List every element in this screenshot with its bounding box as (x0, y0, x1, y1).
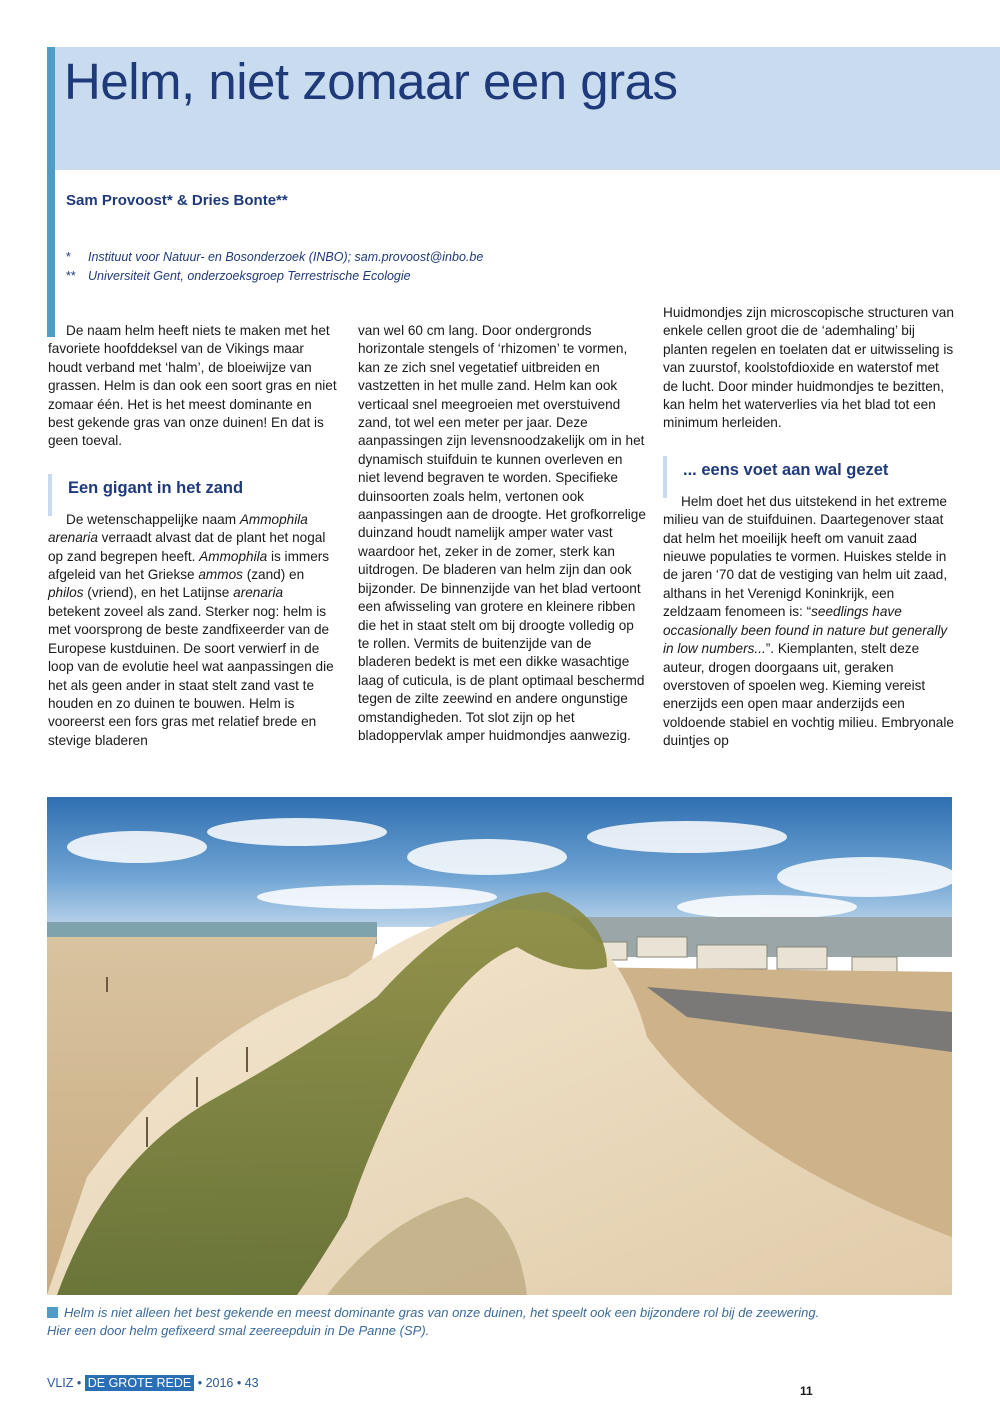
photo-caption (47, 1304, 952, 1340)
caption-line-2: Hier een door helm gefixeerd smal zeereepduin in De Panne (SP). (47, 1323, 430, 1338)
body-paragraph: van wel 60 cm lang. Door ondergronds horizontale stengels of ‘rhizomen’ te vormen, kan ze zich snel vegetatief uitbreiden en vastzetten in het mulle zand. Helm kan ook verticaal snel meegroeien met overstuivend zand, tot wel een meter per jaar. Deze aanpassingen zijn levensnoodzakelijk om in het dynamisch stuifduin te kunnen overleven en niet levend begraven te worden. Specifieke duinsoorten zoals helm, vertonen ook aanpassingen aan de droogte. Het grofkorrelige duinzand houdt namelijk amper water vast waardoor het, zeker in de zomer, sterk kan uitdrogen. De bladeren van helm zijn dan ook bijzonder. De binnenzijde van het blad vertoont een afwisseling van grotere en kleinere ribben die het in staat stelt om bij droogte volledig op te rollen. Vermits de buitenzijde van de bladeren bedekt is met een dikke wasachtige laag of cuticula, is de plant optimaal beschermd tegen de zilte zeewind en andere ongunstige omstandigheden. Tot slot zijn op het bladoppervlak amper huidmondjes aanwezig. (358, 323, 646, 743)
footer-org: VLIZ (47, 1376, 74, 1390)
text-run: Helm doet het dus uitstekend in het extreme milieu van de stuifduinen. Daartegenover staat dat helm het moeilijk heeft om vanuit zaad nieuwe populaties te vormen. Huiskes stelde in de jaren ‘70 dat de vestiging van helm uit zaad, althans in het Verenigd Koninkrijk, een zeldzaam fenomeen is: “ (663, 493, 948, 620)
affiliation-1 (66, 248, 483, 267)
section-heading-voet-aan-wal (663, 459, 955, 481)
text-run: is immers afgeleid van het Griekse (48, 548, 330, 583)
footer-magazine: DE GROTE REDE (85, 1375, 195, 1391)
caption-line-1 (47, 1304, 952, 1322)
text-run: verraadt alvast dat de plant het nogal op zand begrepen heeft. (48, 530, 326, 564)
article-title: Helm, niet zomaar een gras (64, 53, 678, 110)
footer-year: 2016 (205, 1376, 234, 1390)
text-run: (vriend), en het Latijnse (83, 585, 234, 601)
heading-text: Een gigant in het zand (68, 478, 244, 497)
footer: VLIZ • DE GROTE REDE • 2016 • 43 (47, 1376, 259, 1390)
heading-bar (48, 474, 52, 516)
body-paragraph (48, 511, 338, 750)
dune-photo (47, 797, 952, 1295)
affiliation-2 (66, 267, 483, 286)
italic-term: ammos (198, 567, 243, 583)
intro-paragraph: De naam helm heeft niets te maken met het favoriete hoofddeksel van de Vikings maar houdt verband met ‘halm’, de bloeiwijze van grassen. Helm is dan ook een soort gras en niet zomaar één. Het is het meest dominante en best gekende gras van onze duinen! En dat is geen toeval. (48, 323, 337, 449)
caption-square-icon (47, 1307, 58, 1318)
body-paragraph: Huidmondjes zijn microscopische structuren van enkele cellen groot die de ‘ademhaling’ bij planten regelen en toelaten dat er uitwisseling is van zuurstof, koolstofdioxide en waterstof met de lucht. Door minder huidmondjes te bezitten, kan helm het waterverlies via het blad tot een minimum herleiden. (663, 305, 954, 431)
heading-text: ... eens voet aan wal gezet (683, 460, 889, 479)
heading-bar (663, 456, 667, 498)
italic-term: philos (48, 585, 84, 601)
text-run: De wetenschappelijke naam (66, 511, 240, 527)
caption-text: Helm is niet alleen het best gekende en meest dominante gras van onze duinen, het speelt ook een bijzondere rol bij de zeewering. (64, 1305, 820, 1320)
page-number: 11 (800, 1384, 813, 1398)
text-run: betekent zoveel als zand. Sterker nog: helm is met voorsprong de beste zandfixeerder van de Europese kustduinen. De soort verwierf in de loop van de evolutie heel wat aanpassingen die het als geen ander in staat stelt zand vast te houden en zo duinen te bouwen. Helm is vooreerst een fors gras met relatief brede en stevige bladeren (48, 603, 334, 748)
italic-term: Ammophila arenaria (48, 511, 308, 546)
dune-illustration (47, 797, 952, 1295)
section-heading-gigant (48, 477, 338, 499)
text-run: ”. Kiemplanten, stelt deze auteur, drogen doorgaans uit, geraken overstoven of spoelen weg. Kieming vereist enerzijds een open maar anderzijds een voldoende stabiel en vochtig milieu. Embryonale duintjes op (663, 641, 954, 749)
affiliation-mark: * (66, 250, 71, 264)
article-authors: Sam Provoost* & Dries Bonte** (66, 192, 288, 209)
column-1 (48, 322, 338, 750)
affiliations (66, 248, 483, 286)
italic-term: Ammophila (199, 548, 268, 564)
affiliation-text: Universiteit Gent, onderzoeksgroep Terrestrische Ecologie (88, 269, 411, 283)
affiliation-mark: ** (66, 269, 76, 283)
text-run: (zand) en (242, 567, 305, 583)
body-paragraph (663, 493, 955, 751)
footer-issue: 43 (244, 1376, 259, 1390)
affiliation-text: Instituut voor Natuur- en Bosonderzoek (INBO); sam.provoost@inbo.be (88, 250, 484, 264)
italic-term: arenaria (233, 585, 284, 601)
column-3 (663, 304, 955, 751)
column-2 (358, 322, 648, 745)
italic-quote: seedlings have occasionally been found in nature but generally in low numbers... (663, 604, 948, 657)
accent-bar (47, 47, 55, 337)
